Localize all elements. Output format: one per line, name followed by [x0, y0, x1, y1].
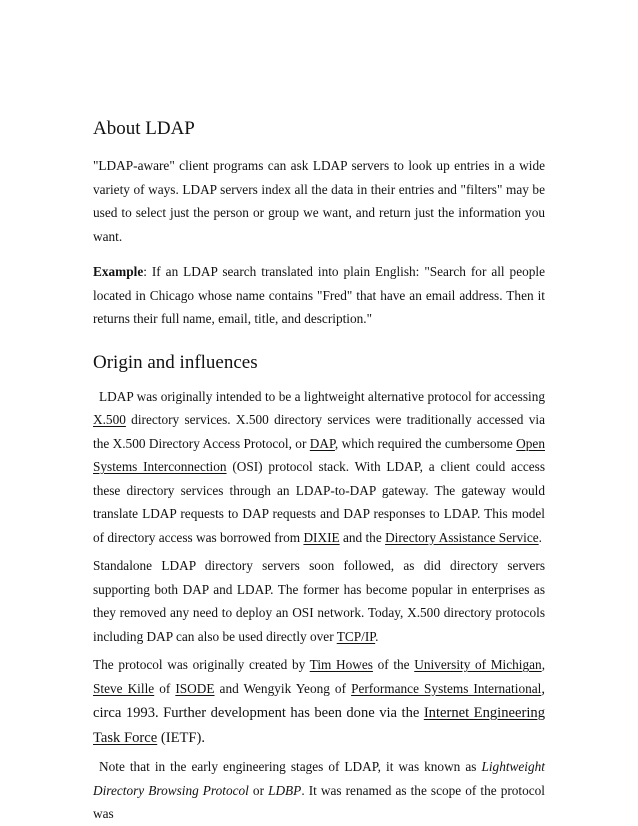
link-osi[interactable]: Open Systems Interconnection: [93, 435, 545, 474]
paragraph-ldap-aware: "LDAP-aware" client programs can ask LDAP servers to look up entries in a wide variety of ways. LDAP servers index all the data in their entries and "filters" may be used to select just the person or group we want, and return just the information you want.: [93, 158, 545, 244]
italic-lightweight-directory-browsing-protocol: Lightweight Directory Browsing Protocol: [93, 759, 545, 798]
link-steve-kille[interactable]: Steve Kille: [93, 680, 155, 696]
section-title-origin: Origin and influences: [93, 351, 258, 373]
link-performance-systems-international[interactable]: Performance Systems International: [351, 680, 542, 696]
origin-text-2: directory services. X.500 directory services were traditionally accessed via the X.500 Directory Access Protocol, or: [93, 412, 545, 451]
creation-text-3: ,: [541, 657, 546, 672]
link-directory-assistance-service[interactable]: Directory Assistance Service: [385, 529, 539, 545]
link-dixie[interactable]: DIXIE: [303, 529, 340, 545]
paragraph-origin: [93, 385, 545, 550]
early-text-2: or: [248, 782, 269, 798]
creation-text-4: of: [154, 680, 176, 696]
paragraph-standalone: [93, 554, 545, 648]
document-page: [93, 117, 545, 826]
example-text: : If an LDAP search translated into plain English: "Search for all people located in Chicago whose name contains "Fred" that have an email address. Then it returns their full name, email, title, and description.": [93, 264, 545, 326]
early-text-3: . It was renamed as the scope of the protocol was: [93, 782, 545, 821]
standalone-text-1: Standalone LDAP directory servers soon followed, as did directory servers supporting both DAP and LDAP. The former has become popular in enterprises as they removed any need to deploy an OSI network. Today, X.500 directory protocols including DAP can also be used directly over: [93, 558, 545, 644]
link-tcpip[interactable]: TCP/IP: [336, 628, 376, 644]
link-dap[interactable]: DAP: [309, 435, 335, 451]
italic-ldbp: LDBP: [268, 782, 302, 798]
standalone-text-2: .: [375, 628, 379, 644]
link-isode[interactable]: ISODE: [175, 680, 215, 696]
creation-text-6: , circa 1993. Further development has been done via the: [93, 680, 545, 721]
section-title-about: About LDAP: [93, 118, 195, 139]
origin-text-4: (OSI) protocol stack. With LDAP, a client could access these directory services through an LDAP-to-DAP gateway. The gateway would translate LDAP requests to DAP requests and DAP responses to LDAP. This model of directory access was borrowed from: [93, 459, 546, 545]
link-x500[interactable]: X.500: [93, 412, 126, 427]
origin-text-6: .: [538, 529, 542, 545]
link-university-of-michigan[interactable]: University of Michigan: [414, 657, 542, 672]
creation-text-7: (IETF).: [157, 729, 206, 746]
link-ietf[interactable]: Internet Engineering Task Force: [93, 705, 545, 746]
creation-text-2: of the: [372, 657, 415, 672]
paragraph-protocol-creation: [93, 653, 545, 750]
paragraph-early-stages: [93, 755, 545, 826]
early-text-1: Note that in the early engineering stages of LDAP, it was known as: [99, 759, 482, 774]
paragraph-example: [93, 260, 545, 331]
example-label: Example: [93, 264, 144, 279]
creation-text-5: and Wengyik Yeong of: [214, 680, 352, 696]
link-tim-howes[interactable]: Tim Howes: [309, 657, 373, 672]
creation-text-1: The protocol was originally created by: [93, 657, 310, 672]
origin-text-3: , which required the cumbersome: [334, 435, 517, 451]
origin-text-1: LDAP was originally intended to be a lightweight alternative protocol for accessing: [99, 388, 545, 404]
origin-text-5: and the: [339, 529, 386, 545]
